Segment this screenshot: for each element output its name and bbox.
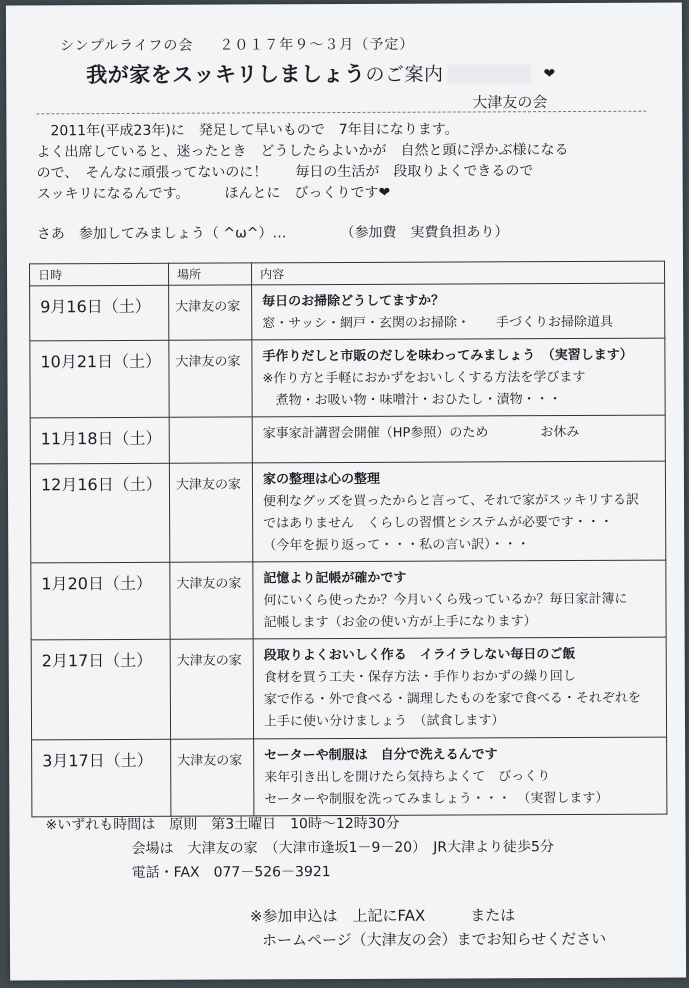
content-line: 家の整理は心の整理 — [262, 471, 380, 488]
row-date: 3月17日（土） — [32, 739, 171, 817]
fee-note: （参加費 実費負担あり） — [340, 224, 509, 242]
table-row — [30, 338, 665, 418]
row-content — [254, 737, 667, 816]
content-line: （今年を振り返って・・・私の言い訳）・・・ — [263, 537, 530, 554]
content-line: 毎日のお掃除どうしてますか？ — [262, 293, 445, 310]
apply-note: ※参加申込は 上記にFAX または — [249, 906, 516, 926]
content-line: 何にいくら使ったか？今月いくら残っているか？毎日家計簿に — [263, 591, 628, 609]
invite-line — [37, 221, 509, 243]
table-row — [30, 415, 665, 464]
period: ２０１７年９～３月（予定） — [219, 36, 415, 54]
content-line: 記帳します（お金の使い方が上手になります） — [263, 614, 537, 631]
row-date: 2月17日（土） — [31, 639, 170, 740]
table-row — [31, 560, 666, 640]
dashed-divider — [36, 111, 646, 115]
title-sub: のご案内 — [365, 63, 444, 86]
series-name: シンプルライフの会 — [60, 37, 194, 55]
row-date: 10月21日（土） — [30, 340, 169, 418]
phone-fax: 電話・FAX 077－526－3921 — [131, 864, 331, 881]
content-line: 上手に使い分けましょう （試食します） — [263, 713, 505, 730]
row-place: 大津友の家 — [170, 639, 253, 739]
intro-line: スッキリになるんです。 ほんとに びっくりです❤ — [36, 184, 391, 203]
row-content — [252, 461, 665, 562]
column-header-content: 内容 — [252, 261, 665, 285]
table-row — [32, 737, 667, 817]
row-date: 12月16日（土） — [30, 463, 169, 563]
row-place: 大津友の家 — [170, 562, 253, 639]
apply-note-2: ホームページ（大津友の会）までお知らせください — [261, 929, 607, 950]
flyer-sheet — [6, 3, 686, 981]
row-content — [253, 637, 666, 739]
intro-line: よく出席していると、迷ったとき どうしたらよいかが 自然と頭に浮かぶ様になる — [36, 142, 569, 161]
column-header-place: 場所 — [169, 263, 252, 285]
row-place: 大津友の家 — [171, 739, 254, 816]
content-line: セーターや制服は 自分で洗えるんです — [264, 747, 498, 764]
column-header-date: 日時 — [30, 263, 169, 286]
content-line: 記憶より記帳が確かです — [263, 570, 407, 587]
content-line: 手作りだしと市販のだしを味わってみましょう （実習します） — [262, 347, 633, 365]
row-place: 大津友の家 — [169, 285, 252, 340]
row-date: 9月16日（土） — [30, 285, 169, 341]
content-line: ※作り方と手軽におかずをおいしくする方法を学びます — [262, 369, 586, 387]
table-row — [31, 637, 666, 740]
intro-paragraph — [36, 119, 656, 206]
heart-icon: ❤ — [543, 66, 556, 83]
row-place: 大津友の家 — [169, 463, 252, 562]
page-title — [86, 57, 556, 89]
content-line: 便利なグッズを買ったからと言って、それで家がスッキリする訳 — [263, 492, 640, 510]
table-header-row — [30, 261, 665, 286]
content-line: 段取りよくおいしく作る イライラしない毎日のご飯 — [263, 647, 576, 664]
title-main: 我が家をスッキリしましょう — [86, 61, 366, 88]
table-row — [30, 283, 665, 341]
invite-text: さあ 参加してみましょう（ ^ω^）… — [36, 225, 287, 243]
table-row — [30, 461, 665, 563]
content-line: 来年引き出しを開けたら気持ちよくて びっくり — [264, 769, 551, 786]
content-line: セーターや制服を洗ってみましょう・・・ （実習します） — [264, 790, 609, 808]
schedule-table — [29, 261, 667, 818]
footer-info — [39, 811, 680, 954]
content-line: 家事家計講習会開催（HP参照）のため お休み — [262, 424, 580, 442]
series-line — [60, 34, 414, 56]
row-content — [252, 338, 665, 417]
row-date: 1月20日（土） — [31, 562, 170, 640]
row-place — [169, 417, 252, 463]
content-line: 家で作る・外で食べる・調理したものを家で食べる・それぞれを — [263, 690, 641, 708]
row-date: 11月18日（土） — [30, 417, 169, 464]
content-line: ではありません くらしの習慣とシステムが必要です・・・ — [263, 514, 613, 532]
content-line: 窓・サッシ・網戸・玄関のお掃除・ 手づくりお掃除道具 — [262, 314, 614, 332]
row-place: 大津友の家 — [169, 340, 252, 417]
row-content — [253, 560, 666, 639]
intro-line: 2011年(平成23年)に 発足して早いもので 7年目になります。 — [50, 121, 459, 140]
content-line: 食材を買う工夫・保存方法・手作りおかずの繰り回し — [263, 668, 576, 686]
organization-name: 大津友の会 — [472, 93, 548, 112]
row-content — [252, 415, 665, 463]
venue-note: 会場は 大津友の家 （大津市逢坂1－9－20） JR大津より徒歩5分 — [131, 839, 554, 857]
intro-line: ので、 そんなに頑張ってないのに！ 毎日の生活が 段取りよくできるので — [36, 163, 534, 182]
time-note: ※いずれも時間は 原則 第3土曜日 10時～12時30分 — [45, 815, 400, 834]
content-line: 煮物・お吸い物・味噌汁・おひたし・漬物・・・ — [262, 392, 562, 409]
row-content — [252, 283, 665, 340]
redacted-box — [447, 64, 531, 84]
